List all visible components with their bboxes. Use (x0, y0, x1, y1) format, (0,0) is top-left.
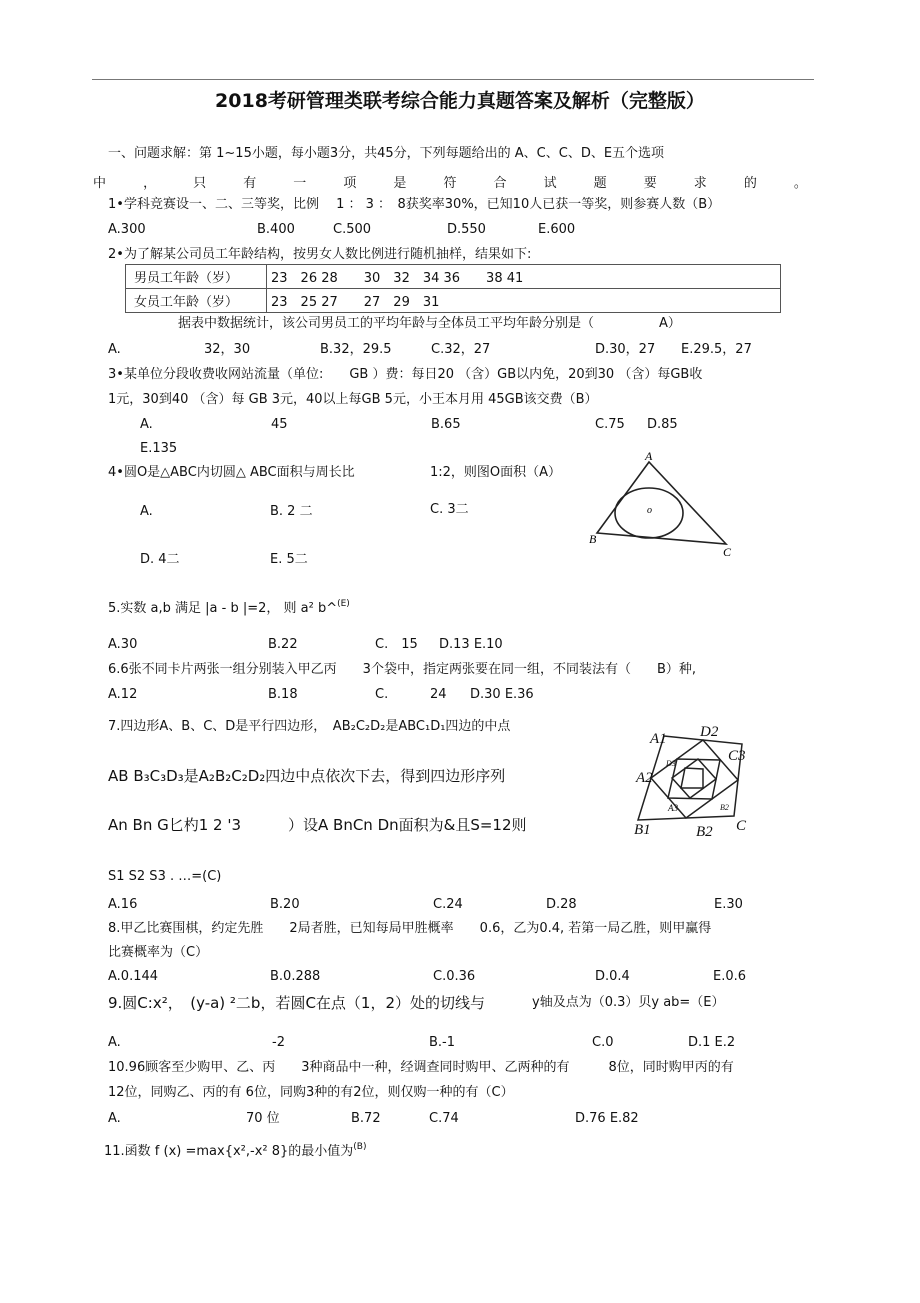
q9-option: D.1 E.2 (688, 1035, 736, 1050)
intro-char: 题 (593, 176, 607, 191)
table-cell-values: 23 26 28 30 32 34 36 38 41 (267, 265, 781, 289)
q4-option: D. 4二 (140, 552, 180, 567)
label-b: B (589, 532, 597, 546)
q10-line: 12位，同购乙、丙的有 6位，同购3种的有2位，则仅购一种的有（C） (108, 1085, 514, 1100)
intro-char: 一 (293, 176, 307, 191)
q8-option: E.0.6 (713, 969, 747, 984)
quad-3 (668, 759, 720, 799)
q4-stem: 4•圆O是△ABC内切圆△ ABC面积与周长比 (108, 465, 355, 480)
q5-option: B.22 (268, 637, 298, 652)
q6-option: C. (375, 687, 389, 702)
q9-option: B.-1 (429, 1035, 456, 1050)
q2-option: 32，30 (204, 342, 251, 357)
table-cell-values: 23 25 27 27 29 31 (267, 289, 781, 313)
label-o: o (647, 505, 652, 516)
q4-stem: 1:2，则图O面积（A） (430, 465, 562, 480)
q3-option: B.65 (431, 417, 461, 432)
label-c: C (736, 818, 747, 834)
q4-option: A. (140, 504, 153, 519)
intro-char: 项 (343, 176, 357, 191)
q4-option: E. 5二 (270, 552, 308, 567)
q8-option: A.0.144 (108, 969, 159, 984)
q5-answer: (E) (337, 599, 350, 609)
intro-char: 试 (543, 176, 557, 191)
q10-line: 10.96顾客至少购甲、乙、丙 3种商品中一种，经调查同时购甲、乙两种的有 8位，同时购甲丙的有 (108, 1060, 734, 1075)
q2-option: E.29.5，27 (681, 342, 752, 357)
table-cell-label: 女员工年龄（岁） (126, 289, 267, 313)
q2-question: 据表中数据统计，该公司男员工的平均年龄与全体员工平均年龄分别是（ A） (178, 316, 681, 331)
q5-option: D.13 E.10 (439, 637, 503, 652)
label-a3: A3 (668, 803, 678, 813)
intro-char: 是 (393, 176, 407, 191)
intro-char: 中 (93, 176, 107, 191)
q4-option: B. 2 二 (270, 504, 313, 519)
page-title: 2018考研管理类联考综合能力真题答案及解析（完整版） (215, 90, 705, 112)
label-b2: B2 (696, 824, 713, 840)
table-cell-label: 男员工年龄（岁） (126, 265, 267, 289)
q7-line: ）设A BnCn Dn面积为&且S=12则 (288, 816, 527, 834)
q9-option: -2 (272, 1035, 285, 1050)
q7-option: B.20 (270, 897, 300, 912)
q10-option: B.72 (351, 1111, 381, 1126)
label-c3: C3 (728, 748, 746, 764)
table-row (126, 265, 781, 289)
table-row (126, 289, 781, 313)
label-a: A (645, 449, 653, 463)
intro-char: 有 (243, 176, 257, 191)
q11-stem-text: 11.函数 f (x) =max{x²,-x² 8}的最小值为 (104, 1144, 354, 1159)
q9-option: C.0 (592, 1035, 614, 1050)
q7-option: D.28 (546, 897, 577, 912)
q6-option: 24 (430, 687, 447, 702)
intro-char: 符 (443, 176, 457, 191)
q7-option: E.30 (714, 897, 743, 912)
q5-option: C. 15 (375, 637, 418, 652)
intro-char: 只 (193, 176, 207, 191)
q1-option: C.500 (333, 222, 372, 237)
intro-line: 一、问题求解：第 1~15小题，每小题3分，共45分，下列每题给出的 A、C、C、D、E五个选项 (108, 146, 665, 161)
q5-stem (108, 600, 350, 615)
q6-option: B.18 (268, 687, 298, 702)
q7-line: S1 S2 S3 . …=(C) (108, 869, 222, 884)
nested-quadrilateral-figure (632, 716, 754, 840)
q11-stem (104, 1143, 366, 1158)
q11-answer: (B) (353, 1142, 367, 1152)
label-b1: B1 (634, 822, 651, 838)
q1-option: E.600 (538, 222, 576, 237)
label-d3: D3 (666, 759, 676, 768)
q5-stem-text: 5.实数 a,b 满足 |a - b |=2， 则 a² b^ (108, 601, 338, 616)
triangle-incircle-figure (585, 450, 745, 560)
quad-5 (681, 768, 703, 788)
q1-stem: 1•学科竞赛设一、二、三等奖，比例 1 ： 3 ： 8获奖率30%，已知10人已获一等奖，则参赛人数（B） (108, 197, 721, 212)
q3-option: D.85 (647, 417, 678, 432)
q7-line: AB B₃C₃D₃是A₂B₂C₂D₂四边中点依次下去，得到四边形序列 (108, 767, 506, 785)
q10-option: 70 位 (246, 1111, 280, 1126)
intro-char: 的 (743, 176, 757, 191)
label-c: C (723, 545, 732, 559)
q8-option: C.0.36 (433, 969, 476, 984)
q1-option: D.550 (447, 222, 486, 237)
intro-char: 求 (693, 176, 707, 191)
q3-option: E.135 (140, 441, 178, 456)
q10-option: A. (108, 1111, 121, 1126)
q3-option: A. (140, 417, 153, 432)
label-d2: D2 (700, 724, 719, 740)
q1-option: A.300 (108, 222, 146, 237)
q3-line: 1元，30到40 （含）每 GB 3元，40以上每GB 5元，小王本月用 45GB该交费（B） (108, 392, 598, 407)
q8-option: B.0.288 (270, 969, 321, 984)
q8-line: 8.甲乙比赛围棋，约定先胜 2局者胜，已知每局甲胜概率 0.6，乙为0.4, 若第一局乙胜，则甲赢得 (108, 921, 712, 936)
q7-option: A.16 (108, 897, 138, 912)
q2-option: C.32，27 (431, 342, 491, 357)
q6-option: D.30 E.36 (470, 687, 534, 702)
q3-line: 3•某单位分段收费收网站流量（单位: GB ）费：每日20 （含）GB以内免，20到30 （含）每GB收 (108, 367, 703, 382)
label-a2: A2 (636, 770, 653, 786)
q10-option: C.74 (429, 1111, 459, 1126)
age-table (125, 264, 781, 313)
q1-option: B.400 (257, 222, 295, 237)
intro-char: 合 (493, 176, 507, 191)
intro-char: ， (143, 176, 157, 191)
q9-stem: y轴及点为（0.3）贝y ab=（E） (532, 995, 725, 1010)
q2-stem: 2•为了解某公司员工年龄结构，按男女人数比例进行随机抽样，结果如下: (108, 247, 532, 262)
q7-line: An Bn G匕杓1 2 '3 (108, 816, 242, 834)
label-a1: A1 (650, 731, 667, 747)
triangle-abc (597, 462, 726, 544)
label-b2-small: B2 (720, 803, 729, 812)
q6-option: A.12 (108, 687, 138, 702)
q6-stem: 6.6张不同卡片两张一组分别装入甲乙丙 3个袋中，指定两张要在同一组，不同装法有（ B）种, (108, 662, 696, 677)
quad-4 (672, 759, 716, 798)
intro-spread-line (93, 172, 807, 191)
q8-line: 比赛概率为（C） (108, 945, 209, 960)
q2-option: D.30，27 (595, 342, 656, 357)
q8-option: D.0.4 (595, 969, 630, 984)
q2-option: B.32，29.5 (320, 342, 392, 357)
q3-option: 45 (271, 417, 288, 432)
q2-option: A. (108, 342, 121, 357)
intro-char: 。 (793, 176, 807, 191)
q7-line: 7.四边形A、B、C、D是平行四边形， AB₂C₂D₂是ABC₁D₁四边的中点 (108, 719, 511, 734)
top-rule (92, 79, 814, 80)
intro-char: 要 (643, 176, 657, 191)
q9-option: A. (108, 1035, 121, 1050)
q9-stem: 9.圆C:x²， (y-a) ²二b，若圆C在点（1，2）处的切线与 (108, 994, 486, 1012)
q7-option: C.24 (433, 897, 463, 912)
q4-option: C. 3二 (430, 502, 469, 517)
q3-option: C.75 (595, 417, 625, 432)
q5-option: A.30 (108, 637, 138, 652)
q10-option: D.76 E.82 (575, 1111, 639, 1126)
